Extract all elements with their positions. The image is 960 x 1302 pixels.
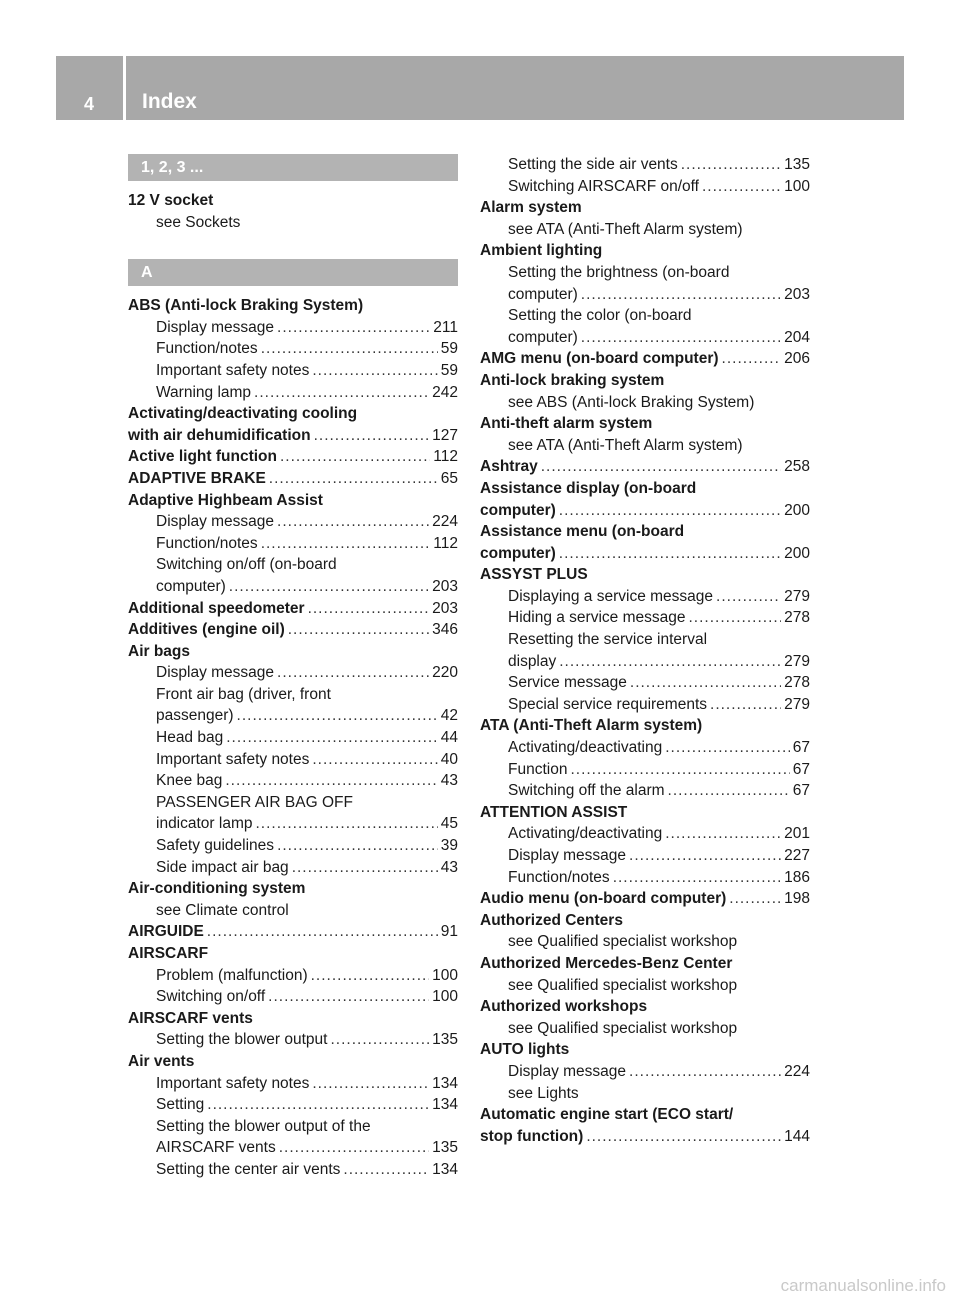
page-header — [56, 56, 904, 120]
entry-label: Display message — [508, 847, 627, 864]
index-subentry — [128, 749, 458, 771]
index-subentry — [480, 694, 810, 716]
index-column-right — [480, 154, 810, 1147]
page-reference: 134 — [432, 1096, 458, 1114]
dot-leader — [613, 867, 781, 889]
page-reference: 200 — [784, 501, 810, 519]
page-reference: 206 — [784, 350, 810, 368]
entry-label: Safety guidelines — [156, 837, 275, 855]
entry-label: display — [508, 652, 557, 670]
index-subentry — [480, 1061, 810, 1083]
dot-leader — [269, 468, 438, 490]
index-subentry: see Climate control — [156, 901, 289, 919]
page-reference: 39 — [440, 837, 458, 855]
index-subentry — [480, 607, 810, 629]
dot-leader — [229, 576, 429, 598]
entry-label: Switching on/off — [156, 988, 266, 1006]
page-reference: 135 — [432, 1031, 458, 1049]
index-subentry: Resetting the service interval — [508, 631, 708, 649]
entry-label: AMG menu (on-board computer) — [480, 350, 719, 368]
index-column-left — [128, 154, 458, 1181]
page-reference: 65 — [440, 469, 458, 487]
index-subentry: Setting the blower output of the — [156, 1117, 371, 1135]
index-entry — [480, 1126, 810, 1148]
index-subentry — [128, 835, 458, 857]
dot-leader — [559, 543, 781, 565]
index-entry: ATA (Anti-Theft Alarm system) — [480, 717, 703, 735]
index-entry: Automatic engine start (ECO start/ — [480, 1106, 734, 1124]
entry-label: with air dehumidification — [128, 426, 311, 444]
index-subentry — [128, 727, 458, 749]
page-reference: 135 — [432, 1139, 458, 1157]
dot-leader — [681, 154, 781, 176]
dot-leader — [722, 348, 782, 370]
index-entry: AIRSCARF — [128, 945, 209, 962]
entry-label: Service message — [508, 674, 627, 692]
entry-label: Knee bag — [156, 772, 223, 790]
dot-leader — [581, 327, 781, 349]
entry-label: computer) — [508, 328, 578, 346]
page-reference: 112 — [433, 448, 458, 466]
dot-leader — [225, 770, 437, 792]
index-subentry — [128, 511, 458, 533]
index-subentry — [480, 823, 810, 845]
index-entry — [128, 619, 458, 641]
page-reference: 91 — [440, 923, 458, 941]
index-subentry: Switching on/off (on-board — [156, 556, 337, 574]
dot-leader — [308, 598, 430, 620]
dot-leader — [559, 500, 781, 522]
entry-label: Activating/deactivating — [508, 739, 663, 757]
page-reference: 220 — [432, 664, 458, 682]
dot-leader — [629, 845, 781, 867]
page-reference: 279 — [784, 587, 810, 605]
entry-label: Audio menu (on-board computer) — [480, 890, 727, 908]
dot-leader — [237, 705, 438, 727]
entry-label: Warning lamp — [156, 383, 252, 401]
entry-label: Additives (engine oil) — [128, 621, 285, 639]
dot-leader — [330, 1029, 429, 1051]
entry-label: Hiding a service message — [508, 609, 686, 627]
page-reference: 227 — [784, 847, 810, 864]
index-subentry: Setting the color (on-board — [508, 307, 692, 325]
page-reference: 144 — [784, 1127, 810, 1145]
index-subentry — [128, 770, 458, 792]
entry-label: Switching off the alarm — [508, 782, 665, 800]
page-reference: 203 — [432, 577, 458, 595]
page-reference: 100 — [432, 966, 458, 984]
index-entry — [128, 446, 458, 468]
entry-label: Function — [508, 760, 568, 778]
index-entry: Ambient lighting — [480, 242, 603, 260]
index-entry: ABS (Anti-lock Braking System) — [128, 297, 364, 315]
dot-leader — [559, 651, 781, 673]
entry-label: Important safety notes — [156, 361, 310, 379]
index-subentry — [128, 1073, 458, 1095]
index-subentry: see Qualified specialist workshop — [508, 1019, 738, 1037]
entry-label: Setting the center air vents — [156, 1160, 341, 1178]
page-reference: 127 — [432, 426, 458, 444]
page-reference: 224 — [432, 513, 458, 531]
page-reference: 134 — [432, 1160, 458, 1178]
page-reference: 278 — [784, 674, 810, 692]
dot-leader — [256, 813, 438, 835]
page-reference: 186 — [784, 868, 810, 886]
entry-label: Active light function — [128, 448, 277, 466]
index-subentry — [128, 1137, 458, 1159]
dot-leader — [292, 857, 438, 879]
index-entry: Assistance display (on-board — [480, 479, 697, 497]
dot-leader — [277, 317, 430, 339]
index-subentry — [128, 986, 458, 1008]
entry-label: Ashtray — [480, 458, 538, 476]
index-subentry — [128, 1094, 458, 1116]
page-reference: 203 — [784, 285, 810, 303]
entry-label: Setting the side air vents — [508, 156, 678, 173]
index-entry: 12 V socket — [128, 192, 214, 209]
entry-label: computer) — [480, 544, 556, 562]
index-subentry — [480, 672, 810, 694]
page-reference: 100 — [432, 988, 458, 1006]
index-subentry — [480, 154, 810, 176]
index-subentry: see Qualified specialist workshop — [508, 976, 738, 994]
index-subentry: Setting the brightness (on-board — [508, 263, 730, 281]
page-reference: 135 — [784, 156, 810, 173]
dot-leader — [581, 284, 781, 306]
dot-leader — [629, 1061, 781, 1083]
entry-label: computer) — [480, 501, 556, 519]
entry-label: Display message — [508, 1062, 627, 1080]
index-entry: Air bags — [128, 642, 191, 660]
page-reference: 200 — [784, 544, 810, 562]
dot-leader — [570, 759, 789, 781]
index-subentry: see Lights — [508, 1084, 579, 1102]
dot-leader — [207, 1094, 429, 1116]
index-entry: Authorized workshops — [480, 998, 648, 1016]
entry-label: Function/notes — [156, 340, 258, 358]
page-reference: 201 — [784, 825, 810, 843]
index-entry: Anti-theft alarm system — [480, 415, 653, 433]
index-subentry — [128, 576, 458, 598]
page-reference: 211 — [433, 318, 458, 336]
entry-label: Important safety notes — [156, 1074, 310, 1092]
entry-label: Side impact air bag — [156, 858, 289, 876]
index-subentry — [128, 1029, 458, 1051]
page-reference: 44 — [440, 729, 458, 747]
page-reference: 203 — [432, 599, 458, 617]
dot-leader — [716, 586, 781, 608]
entry-label: AIRSCARF vents — [156, 1139, 276, 1157]
dot-leader — [277, 511, 429, 533]
page-reference: 204 — [784, 328, 810, 346]
page-reference: 59 — [440, 361, 458, 379]
entry-label: stop function) — [480, 1127, 584, 1145]
index-entry: AIRSCARF vents — [128, 1009, 253, 1027]
page-reference: 67 — [792, 739, 810, 757]
index-subentry — [128, 965, 458, 987]
index-entry: Authorized Centers — [480, 911, 623, 929]
dot-leader — [729, 888, 781, 910]
index-subentry — [128, 360, 458, 382]
index-subentry — [128, 662, 458, 684]
index-entry: ATTENTION ASSIST — [480, 803, 628, 821]
index-subentry — [128, 857, 458, 879]
dot-leader — [280, 446, 430, 468]
index-subentry — [480, 586, 810, 608]
dot-leader — [288, 619, 429, 641]
index-entry — [128, 598, 458, 620]
section-heading: 1, 2, 3 ... — [128, 154, 458, 181]
index-subentry — [128, 1159, 458, 1181]
index-subentry: see Qualified specialist workshop — [508, 933, 738, 951]
entry-label: Display message — [156, 664, 275, 682]
page-reference: 112 — [433, 534, 458, 552]
index-subentry: see ATA (Anti-Theft Alarm system) — [508, 436, 743, 454]
page-reference: 279 — [784, 695, 810, 713]
entry-label: Display message — [156, 513, 275, 531]
entry-label: passenger) — [156, 707, 234, 725]
page-reference: 59 — [440, 340, 458, 358]
section-heading: A — [128, 259, 458, 286]
entry-label: Display message — [156, 318, 275, 336]
index-subentry — [480, 780, 810, 802]
dot-leader — [268, 986, 429, 1008]
page-reference: 67 — [792, 782, 810, 800]
index-entry: Activating/deactivating cooling — [128, 405, 358, 423]
dot-leader — [541, 456, 781, 478]
index-subentry: see ATA (Anti-Theft Alarm system) — [508, 220, 743, 238]
dot-leader — [665, 737, 790, 759]
entry-label: ADAPTIVE BRAKE — [128, 469, 266, 487]
dot-leader — [207, 921, 438, 943]
index-entry — [480, 543, 810, 565]
page-reference: 278 — [784, 609, 810, 627]
index-entry: Alarm system — [480, 199, 582, 217]
dot-leader — [343, 1159, 429, 1181]
index-entry — [480, 500, 810, 522]
dot-leader — [702, 176, 781, 198]
page-reference: 134 — [432, 1074, 458, 1092]
page-number: 4 — [84, 94, 95, 114]
entry-label: Activating/deactivating — [508, 825, 663, 843]
index-subentry: see ABS (Anti-lock Braking System) — [508, 393, 755, 411]
index-subentry — [480, 176, 810, 198]
page-number-box — [56, 56, 126, 120]
dot-leader — [312, 1073, 429, 1095]
index-subentry — [480, 327, 810, 349]
index-entry — [480, 888, 810, 910]
entry-label: computer) — [156, 577, 226, 595]
page-reference: 45 — [440, 815, 458, 833]
dot-leader — [277, 835, 438, 857]
page-reference: 100 — [784, 177, 810, 195]
index-entry — [128, 425, 458, 447]
entry-label: Setting the blower output — [156, 1031, 328, 1049]
dot-leader — [311, 965, 430, 987]
dot-leader — [261, 533, 431, 555]
index-entry: Air vents — [128, 1052, 195, 1070]
page-reference: 242 — [432, 383, 458, 401]
index-entry: Authorized Mercedes-Benz Center — [480, 954, 733, 972]
page-title: Index — [142, 90, 197, 113]
dot-leader — [312, 360, 437, 382]
dot-leader — [226, 727, 438, 749]
dot-leader — [277, 662, 429, 684]
dot-leader — [668, 780, 790, 802]
entry-label: indicator lamp — [156, 815, 253, 833]
index-subentry — [480, 737, 810, 759]
entry-label: Special service requirements — [508, 695, 708, 713]
dot-leader — [688, 607, 781, 629]
dot-leader — [261, 338, 438, 360]
index-entry: Adaptive Highbeam Assist — [128, 491, 323, 509]
index-subentry — [480, 867, 810, 889]
page-reference: 43 — [440, 858, 458, 876]
dot-leader — [314, 425, 430, 447]
page-reference: 224 — [784, 1062, 810, 1080]
entry-label: Setting — [156, 1096, 205, 1114]
index-entry — [480, 456, 810, 478]
dot-leader — [710, 694, 781, 716]
page-reference: 67 — [792, 760, 810, 778]
page-reference: 40 — [440, 750, 458, 768]
dot-leader — [630, 672, 781, 694]
entry-label: Displaying a service message — [508, 587, 714, 605]
index-entry — [128, 468, 458, 490]
index-subentry — [480, 759, 810, 781]
page-reference: 346 — [432, 621, 458, 639]
index-subentry — [480, 651, 810, 673]
entry-label: computer) — [508, 285, 578, 303]
index-subentry — [480, 284, 810, 306]
entry-label: Switching AIRSCARF on/off — [508, 177, 699, 195]
index-subentry: Front air bag (driver, front — [156, 685, 331, 703]
index-subentry — [128, 382, 458, 404]
page-reference: 198 — [784, 890, 810, 908]
dot-leader — [665, 823, 781, 845]
index-entry: Air-conditioning system — [128, 880, 306, 898]
index-subentry — [128, 317, 458, 339]
page-reference: 258 — [784, 458, 810, 476]
watermark: carmanualsonline.info — [780, 1276, 946, 1295]
dot-leader — [312, 749, 437, 771]
dot-leader — [279, 1137, 429, 1159]
entry-label: Additional speedometer — [128, 599, 305, 617]
entry-label: Important safety notes — [156, 750, 310, 768]
index-entry: AUTO lights — [480, 1041, 570, 1059]
index-subentry: see Sockets — [156, 213, 241, 231]
index-entry — [128, 921, 458, 943]
entry-label: Problem (malfunction) — [156, 966, 308, 984]
page-reference: 42 — [440, 707, 458, 725]
page-reference: 43 — [440, 772, 458, 790]
index-subentry — [128, 813, 458, 835]
index-entry: Anti-lock braking system — [480, 371, 665, 389]
entry-label: AIRGUIDE — [128, 923, 204, 941]
index-entry: ASSYST PLUS — [480, 566, 588, 584]
entry-label: Function/notes — [156, 534, 258, 552]
index-subentry — [480, 845, 810, 867]
dot-leader — [586, 1126, 781, 1148]
dot-leader — [254, 382, 429, 404]
index-subentry: PASSENGER AIR BAG OFF — [156, 793, 353, 811]
entry-label: Head bag — [156, 729, 224, 747]
index-subentry — [128, 533, 458, 555]
page-reference: 279 — [784, 652, 810, 670]
index-entry — [480, 348, 810, 370]
entry-label: Function/notes — [508, 868, 610, 886]
index-entry: Assistance menu (on-board — [480, 523, 685, 541]
index-subentry — [128, 338, 458, 360]
index-subentry — [128, 705, 458, 727]
